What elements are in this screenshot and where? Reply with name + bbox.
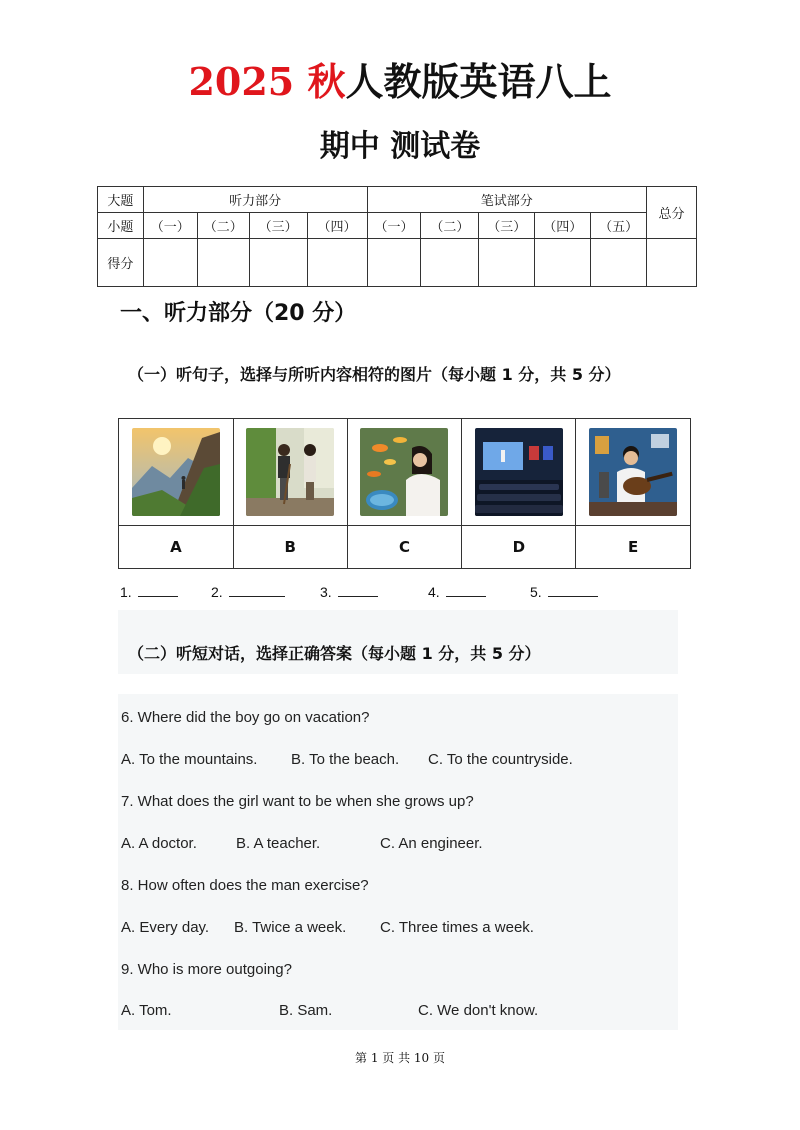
score-table	[97, 186, 697, 287]
picture-cell	[119, 419, 234, 526]
people-cleaning-photo	[246, 428, 334, 516]
title-main: 人教版英语八上	[345, 59, 612, 104]
blank-number: 2.	[211, 584, 223, 600]
picture-cell	[347, 419, 462, 526]
score-cell	[535, 239, 591, 287]
score-header-writing: 笔试部分	[367, 187, 647, 213]
blank-number: 1.	[120, 584, 132, 600]
blank-number: 4.	[428, 584, 440, 600]
picture-letter: B	[233, 526, 347, 569]
score-header-total: 总分	[647, 187, 697, 239]
blank-number: 3.	[320, 584, 332, 600]
score-row-label: 得分	[98, 239, 144, 287]
picture-table	[118, 418, 691, 569]
writing-part-cell: （四）	[535, 213, 591, 239]
picture-letter: D	[462, 526, 576, 569]
answer-blank[interactable]	[211, 582, 285, 600]
picture-letter: A	[119, 526, 234, 569]
blank-number: 5.	[530, 584, 542, 600]
document-title	[0, 58, 800, 106]
score-header-major: 大题	[98, 187, 144, 213]
option-c[interactable]: C. We don't know.	[418, 1002, 539, 1019]
cinema-photo	[475, 428, 563, 516]
option-a[interactable]: A. Tom.	[121, 1002, 172, 1019]
part1-heading: （一）听句子，选择与所听内容相符的图片（每小题 1 分，共 5 分）	[128, 365, 621, 384]
score-header-listening: 听力部分	[143, 187, 367, 213]
listening-part-cell: （一）	[143, 213, 197, 239]
option-b[interactable]: B. To the beach.	[291, 751, 400, 768]
document-subtitle: 期中 测试卷	[319, 129, 481, 164]
option-b[interactable]: B. Twice a week.	[234, 919, 347, 936]
option-a[interactable]: A. To the mountains.	[121, 751, 258, 768]
option-b[interactable]: B. A teacher.	[236, 835, 321, 852]
answer-blank[interactable]	[428, 582, 486, 600]
option-c[interactable]: C. An engineer.	[380, 835, 483, 852]
question-text: 9. Who is more outgoing?	[121, 961, 292, 978]
boy-guitar-photo	[589, 428, 677, 516]
part2-heading: （二）听短对话，选择正确答案（每小题 1 分，共 5 分）	[128, 644, 541, 663]
writing-part-cell: （三）	[479, 213, 535, 239]
listening-part-cell: （三）	[249, 213, 307, 239]
answer-blank[interactable]	[320, 582, 378, 600]
option-c[interactable]: C. Three times a week.	[380, 919, 534, 936]
score-cell	[421, 239, 479, 287]
score-header-minor: 小题	[98, 213, 144, 239]
writing-part-cell: （二）	[421, 213, 479, 239]
question-text: 6. Where did the boy go on vacation?	[121, 709, 370, 726]
answer-blank[interactable]	[530, 582, 598, 600]
title-year: 2025 秋	[188, 59, 346, 104]
listening-part-cell: （四）	[307, 213, 367, 239]
mountain-hiker-photo	[132, 428, 220, 516]
score-cell	[591, 239, 647, 287]
score-cell	[307, 239, 367, 287]
answer-blank[interactable]	[120, 582, 178, 600]
question-text: 8. How often does the man exercise?	[121, 877, 369, 894]
section-title-listening: 一、听力部分（20 分）	[120, 301, 357, 326]
score-cell	[367, 239, 421, 287]
question-text: 7. What does the girl want to be when she grows up?	[121, 793, 474, 810]
picture-letter: C	[347, 526, 462, 569]
score-cell	[249, 239, 307, 287]
writing-part-cell: （五）	[591, 213, 647, 239]
picture-cell	[462, 419, 576, 526]
page-footer: 第 1 页 共 10 页	[355, 1051, 445, 1065]
listening-part-cell: （二）	[197, 213, 249, 239]
option-a[interactable]: A. Every day.	[121, 919, 210, 936]
option-a[interactable]: A. A doctor.	[121, 835, 197, 852]
writing-part-cell: （一）	[367, 213, 421, 239]
option-b[interactable]: B. Sam.	[279, 1002, 333, 1019]
part2-questions-background	[118, 694, 678, 1030]
picture-cell	[576, 419, 691, 526]
score-cell	[143, 239, 197, 287]
picture-cell	[233, 419, 347, 526]
score-cell	[479, 239, 535, 287]
score-cell	[647, 239, 697, 287]
picture-letter: E	[576, 526, 691, 569]
score-cell	[197, 239, 249, 287]
option-c[interactable]: C. To the countryside.	[428, 751, 573, 768]
girl-fish-pond-photo	[360, 428, 448, 516]
